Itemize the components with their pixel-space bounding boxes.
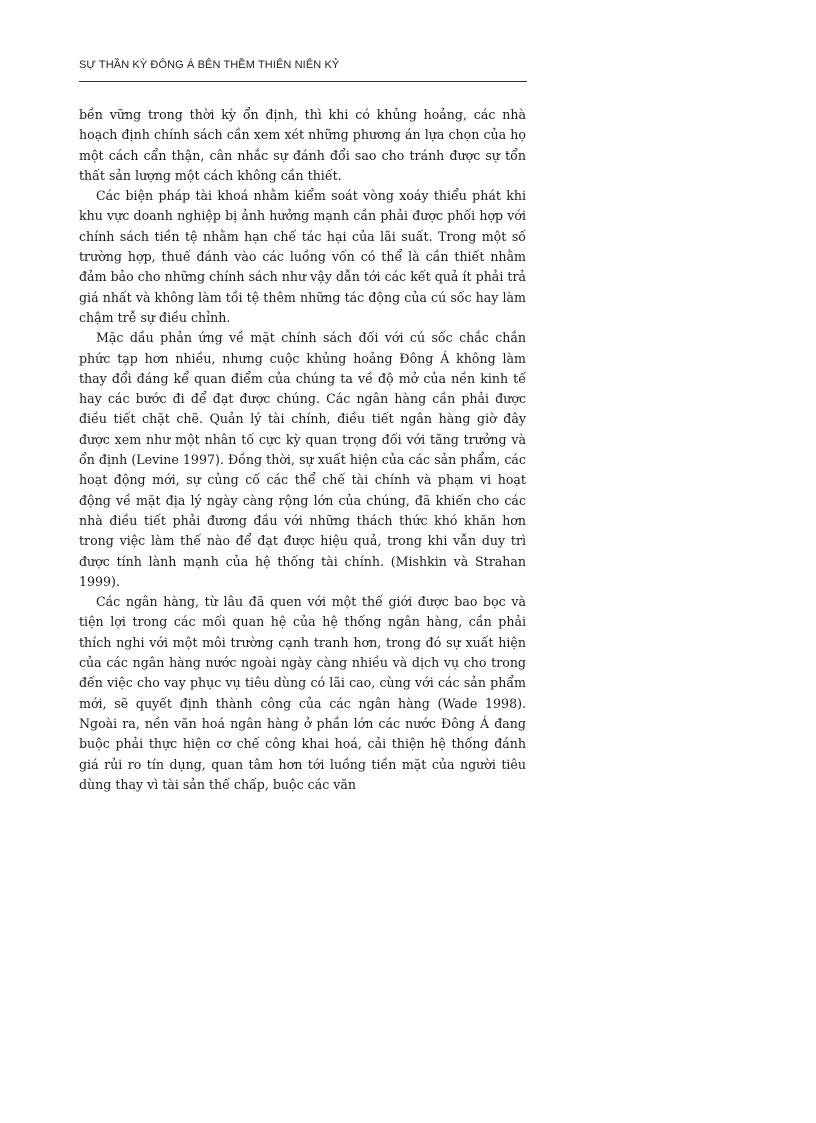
paragraph-4: Các ngân hàng, từ lâu đã quen với một thế giới được bao bọc và tiện lợi trong các mối quan hệ của hệ thống ngân hàng, cần phải thích nghi với một môi trường cạnh tranh hơn, trong đó sự xuất hiện của các ngân hàng nước ngoài ngày càng nhiều và dịch vụ cho trong đến việc cho vay phục vụ tiêu dùng có lãi cao, cùng với các sản phẩm mới, sẽ quyết định thành công của các ngân hàng (Wade 1998). Ngoài ra, nền văn hoá ngân hàng ở phần lớn các nước Đông Á đang buộc phải thực hiện cơ chế công khai hoá, cải thiện hệ thống đánh giá rủi ro tín dụng, quan tâm hơn tới luồng tiền mặt của người tiêu dùng thay vì tài sản thế chấp, buộc các văn	[79, 594, 526, 792]
running-header-title: SỰ THẦN KỲ ĐÔNG Á BÊN THỀM THIÊN NIÊN KỶ	[79, 59, 340, 71]
header-divider	[79, 81, 527, 82]
paragraph-1: bền vững trong thời kỳ ổn định, thì khi có khủng hoảng, các nhà hoạch định chính sách cần xem xét những phương án lựa chọn của họ một cách cẩn thận, cân nhắc sự đánh đổi sao cho tránh được sự tổn thất sản lượng một cách không cần thiết.	[79, 107, 526, 183]
body-text	[79, 105, 526, 795]
paragraph-2: Các biện pháp tài khoá nhằm kiểm soát vòng xoáy thiểu phát khi khu vực doanh nghiệp bị ảnh hưởng mạnh cần phải được phối hợp với chính sách tiền tệ nhằm hạn chế tác hại của lãi suất. Trong một số trường hợp, thuế đánh vào các luồng vốn có thể là cần thiết nhằm đảm bảo cho những chính sách như vậy dẫn tới các kết quả ít phải trả giá nhất và không làm tồi tệ thêm những tác động của cú sốc hay làm chậm trễ sự điều chỉnh.	[79, 188, 526, 325]
paragraph-3: Mặc dầu phản ứng về mặt chính sách đối với cú sốc chắc chắn phức tạp hơn nhiều, nhưng cuộc khủng hoảng Đông Á không làm thay đổi đáng kể quan điểm của chúng ta về độ mở của nền kinh tế hay các bước đi để đạt được chúng. Các ngân hàng cần phải được điều tiết chặt chẽ. Quản lý tài chính, điều tiết ngân hàng giờ đây được xem như một nhân tố cực kỳ quan trọng đối với tăng trưởng và ổn định (Levine 1997). Đồng thời, sự xuất hiện của các sản phẩm, các hoạt động mới, sự củng cố các thể chế tài chính và phạm vi hoạt động về mặt địa lý ngày càng rộng lớn của chúng, đã khiến cho các nhà điều tiết phải đương đầu với những thách thức khó khăn hơn trong việc làm thế nào để đạt được hiệu quả, trong khi vẫn duy trì được tính lành mạnh của hệ thống tài chính. (Mishkin và Strahan 1999).	[79, 330, 526, 589]
